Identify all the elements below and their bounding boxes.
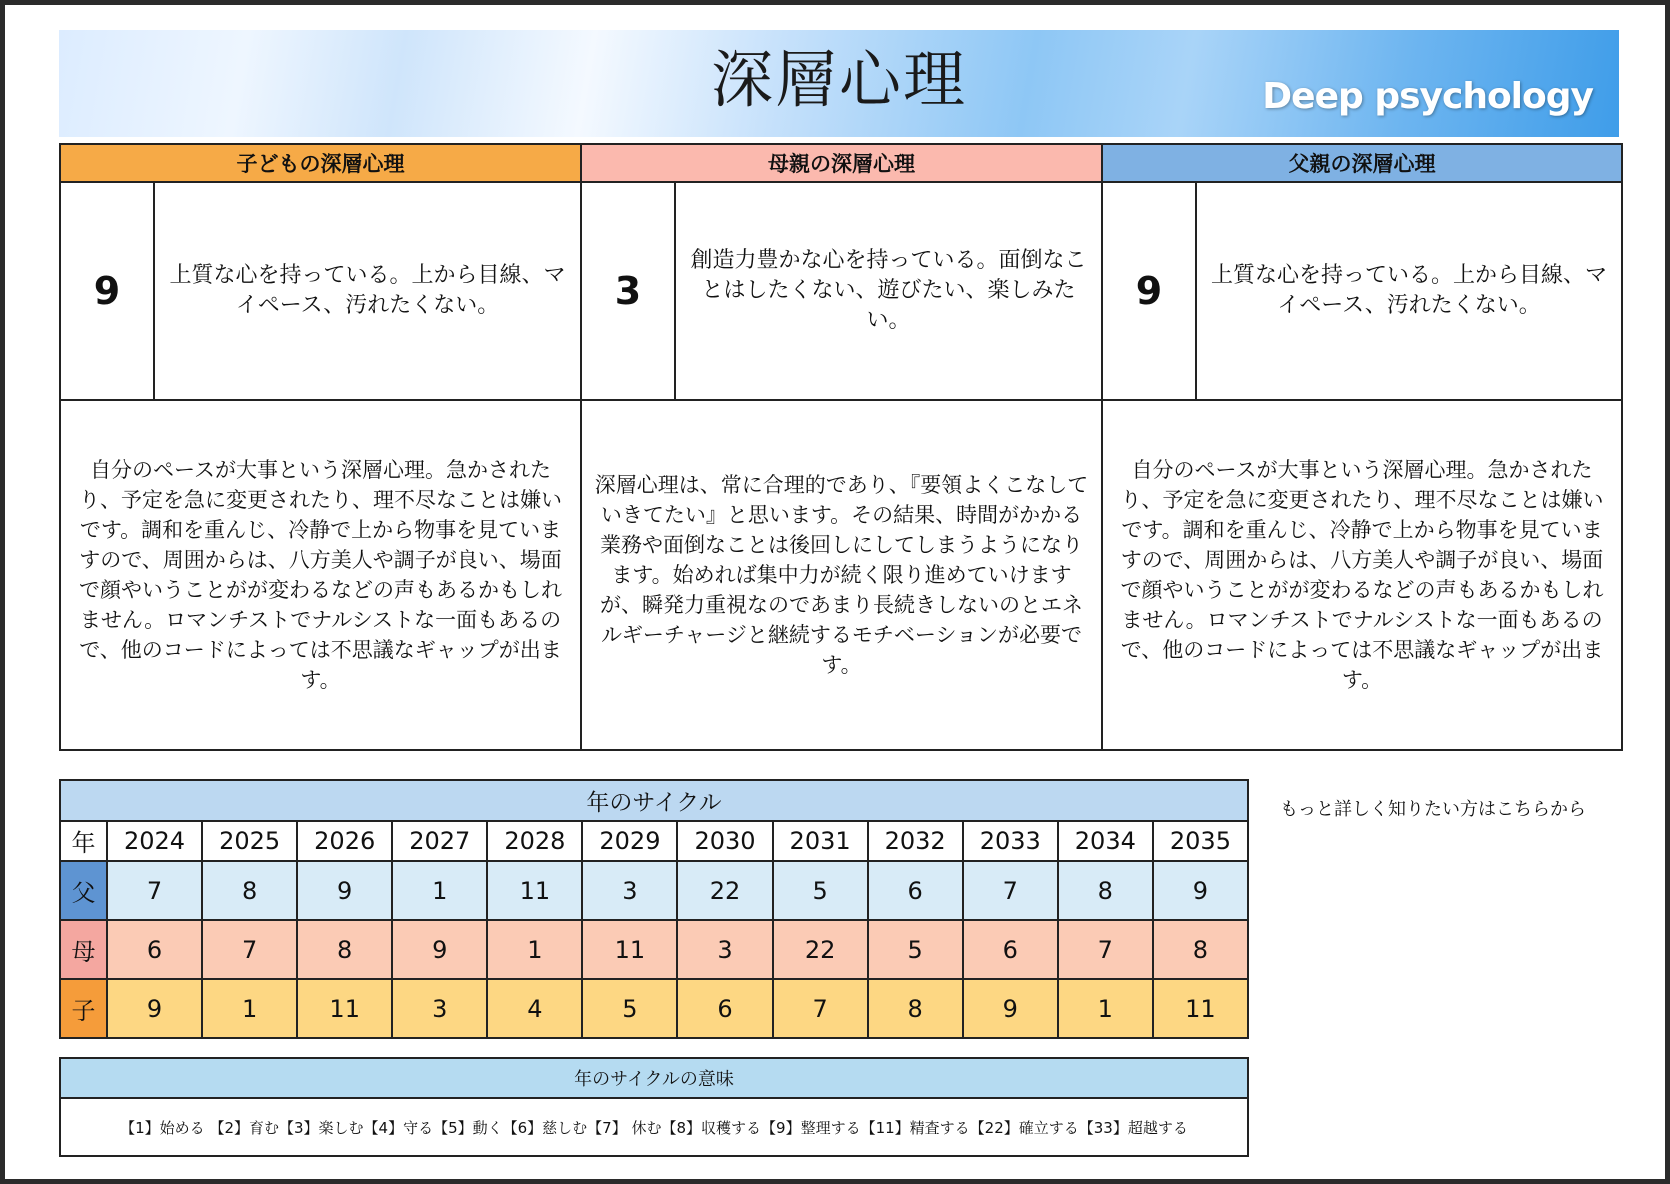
page (5, 5, 1665, 1179)
child-description: 自分のペースが大事という深層心理。急かされたり、予定を急に変更されたり、理不尽なことは嫌いです。調和を重んじ、冷静で上から物事を見ていますので、周囲からは、八方美人や調子が良い、場面で顔やいうことがが変わるなどの声もあるかもしれません。ロマンチストでナルシストな一面もあるので、他のコードによっては不思議なギャップが出ます。 (60, 400, 581, 750)
cycle-value: 1 (487, 920, 582, 979)
year-cell: 2033 (963, 821, 1058, 862)
row-label-father: 父 (60, 861, 107, 920)
cycle-value: 8 (868, 979, 963, 1038)
cycle-value: 7 (773, 979, 868, 1038)
father-description: 自分のペースが大事という深層心理。急かされたり、予定を急に変更されたり、理不尽なことは嫌いです。調和を重んじ、冷静で上から物事を見ていますので、周囲からは、八方美人や調子が良い、場面で顔やいうことがが変わるなどの声もあるかもしれません。ロマンチストでナルシストな一面もあるので、他のコードによっては不思議なギャップが出ます。 (1102, 400, 1622, 750)
cycle-value: 9 (1153, 861, 1248, 920)
cycle-value: 6 (963, 920, 1058, 979)
cycle-value: 6 (107, 920, 202, 979)
cycle-value: 9 (107, 979, 202, 1038)
cycle-value: 8 (1153, 920, 1248, 979)
mother-number: 3 (581, 182, 675, 400)
cycle-value: 4 (487, 979, 582, 1038)
cycle-value: 7 (107, 861, 202, 920)
cycle-value: 9 (297, 861, 392, 920)
row-label-mother: 母 (60, 920, 107, 979)
page-subtitle: Deep psychology (1262, 76, 1593, 117)
mother-description: 深層心理は、常に合理的であり、『要領よくこなしていきてたい』と思います。その結果、時間がかかる業務や面倒なことは後回しにしてしまうようになります。始めれば集中力が続く限り進めていけますが、瞬発力重視なのであまり長続きしないのとエネルギーチャージと継続するモチベーションが必要です。 (581, 400, 1102, 750)
cycle-value: 11 (297, 979, 392, 1038)
father-number: 9 (1102, 182, 1196, 400)
year-label: 年 (60, 821, 107, 862)
cycle-value: 11 (1153, 979, 1248, 1038)
year-cell: 2025 (202, 821, 297, 862)
cycle-value: 9 (392, 920, 487, 979)
father-header: 父親の深層心理 (1102, 144, 1622, 182)
cycle-meaning-table (59, 1057, 1249, 1157)
year-cell: 2029 (582, 821, 677, 862)
cycle-value: 7 (202, 920, 297, 979)
cycle-value: 3 (392, 979, 487, 1038)
child-number: 9 (60, 182, 154, 400)
cycle-value: 5 (868, 920, 963, 979)
cycle-value: 11 (487, 861, 582, 920)
cycle-value: 5 (773, 861, 868, 920)
mother-header: 母親の深層心理 (581, 144, 1102, 182)
cycle-value: 8 (297, 920, 392, 979)
cycle-value: 1 (1058, 979, 1153, 1038)
year-cycle-table (59, 779, 1249, 1039)
cycle-value: 3 (677, 920, 772, 979)
year-cell: 2024 (107, 821, 202, 862)
cycle-value: 22 (677, 861, 772, 920)
cycle-value: 8 (1058, 861, 1153, 920)
cycle-value: 5 (582, 979, 677, 1038)
cycle-value: 7 (1058, 920, 1153, 979)
cycle-value: 22 (773, 920, 868, 979)
child-summary: 上質な心を持っている。上から目線、マイペース、汚れたくない。 (154, 182, 581, 400)
cycle-value: 11 (582, 920, 677, 979)
cycle-value: 8 (202, 861, 297, 920)
cycle-value: 1 (202, 979, 297, 1038)
page-title: 深層心理 (710, 43, 967, 116)
child-cycle-row (60, 979, 1248, 1038)
year-cell: 2034 (1058, 821, 1153, 862)
year-cell: 2030 (677, 821, 772, 862)
cycle-value: 9 (963, 979, 1058, 1038)
father-summary: 上質な心を持っている。上から目線、マイペース、汚れたくない。 (1196, 182, 1622, 400)
cycle-value: 1 (392, 861, 487, 920)
year-cell: 2028 (487, 821, 582, 862)
cycle-meaning-title: 年のサイクルの意味 (60, 1058, 1248, 1098)
year-cell: 2035 (1153, 821, 1248, 862)
title-banner (59, 30, 1619, 137)
father-cycle-row (60, 861, 1248, 920)
mother-summary: 創造力豊かな心を持っている。面倒なことはしたくない、遊びたい、楽しみたい。 (675, 182, 1102, 400)
cycle-value: 3 (582, 861, 677, 920)
year-cell: 2026 (297, 821, 392, 862)
year-cell: 2027 (392, 821, 487, 862)
more-info-link[interactable]: もっと詳しく知りたい方はこちらから (1280, 799, 1586, 820)
cycle-value: 6 (868, 861, 963, 920)
year-cell: 2031 (773, 821, 868, 862)
psychology-table (59, 143, 1623, 751)
cycle-value: 7 (963, 861, 1058, 920)
mother-cycle-row (60, 920, 1248, 979)
cycle-value: 6 (677, 979, 772, 1038)
year-cell: 2032 (868, 821, 963, 862)
cycle-meaning-body: 【1】始める 【2】育む【3】楽しむ【4】守る【5】動く【6】慈しむ【7】 休む【8】収穫する【9】整理する【11】精査する【22】確立する【33】超越する (60, 1098, 1248, 1156)
row-label-child: 子 (60, 979, 107, 1038)
child-header: 子どもの深層心理 (60, 144, 581, 182)
year-cycle-title: 年のサイクル (60, 780, 1248, 821)
